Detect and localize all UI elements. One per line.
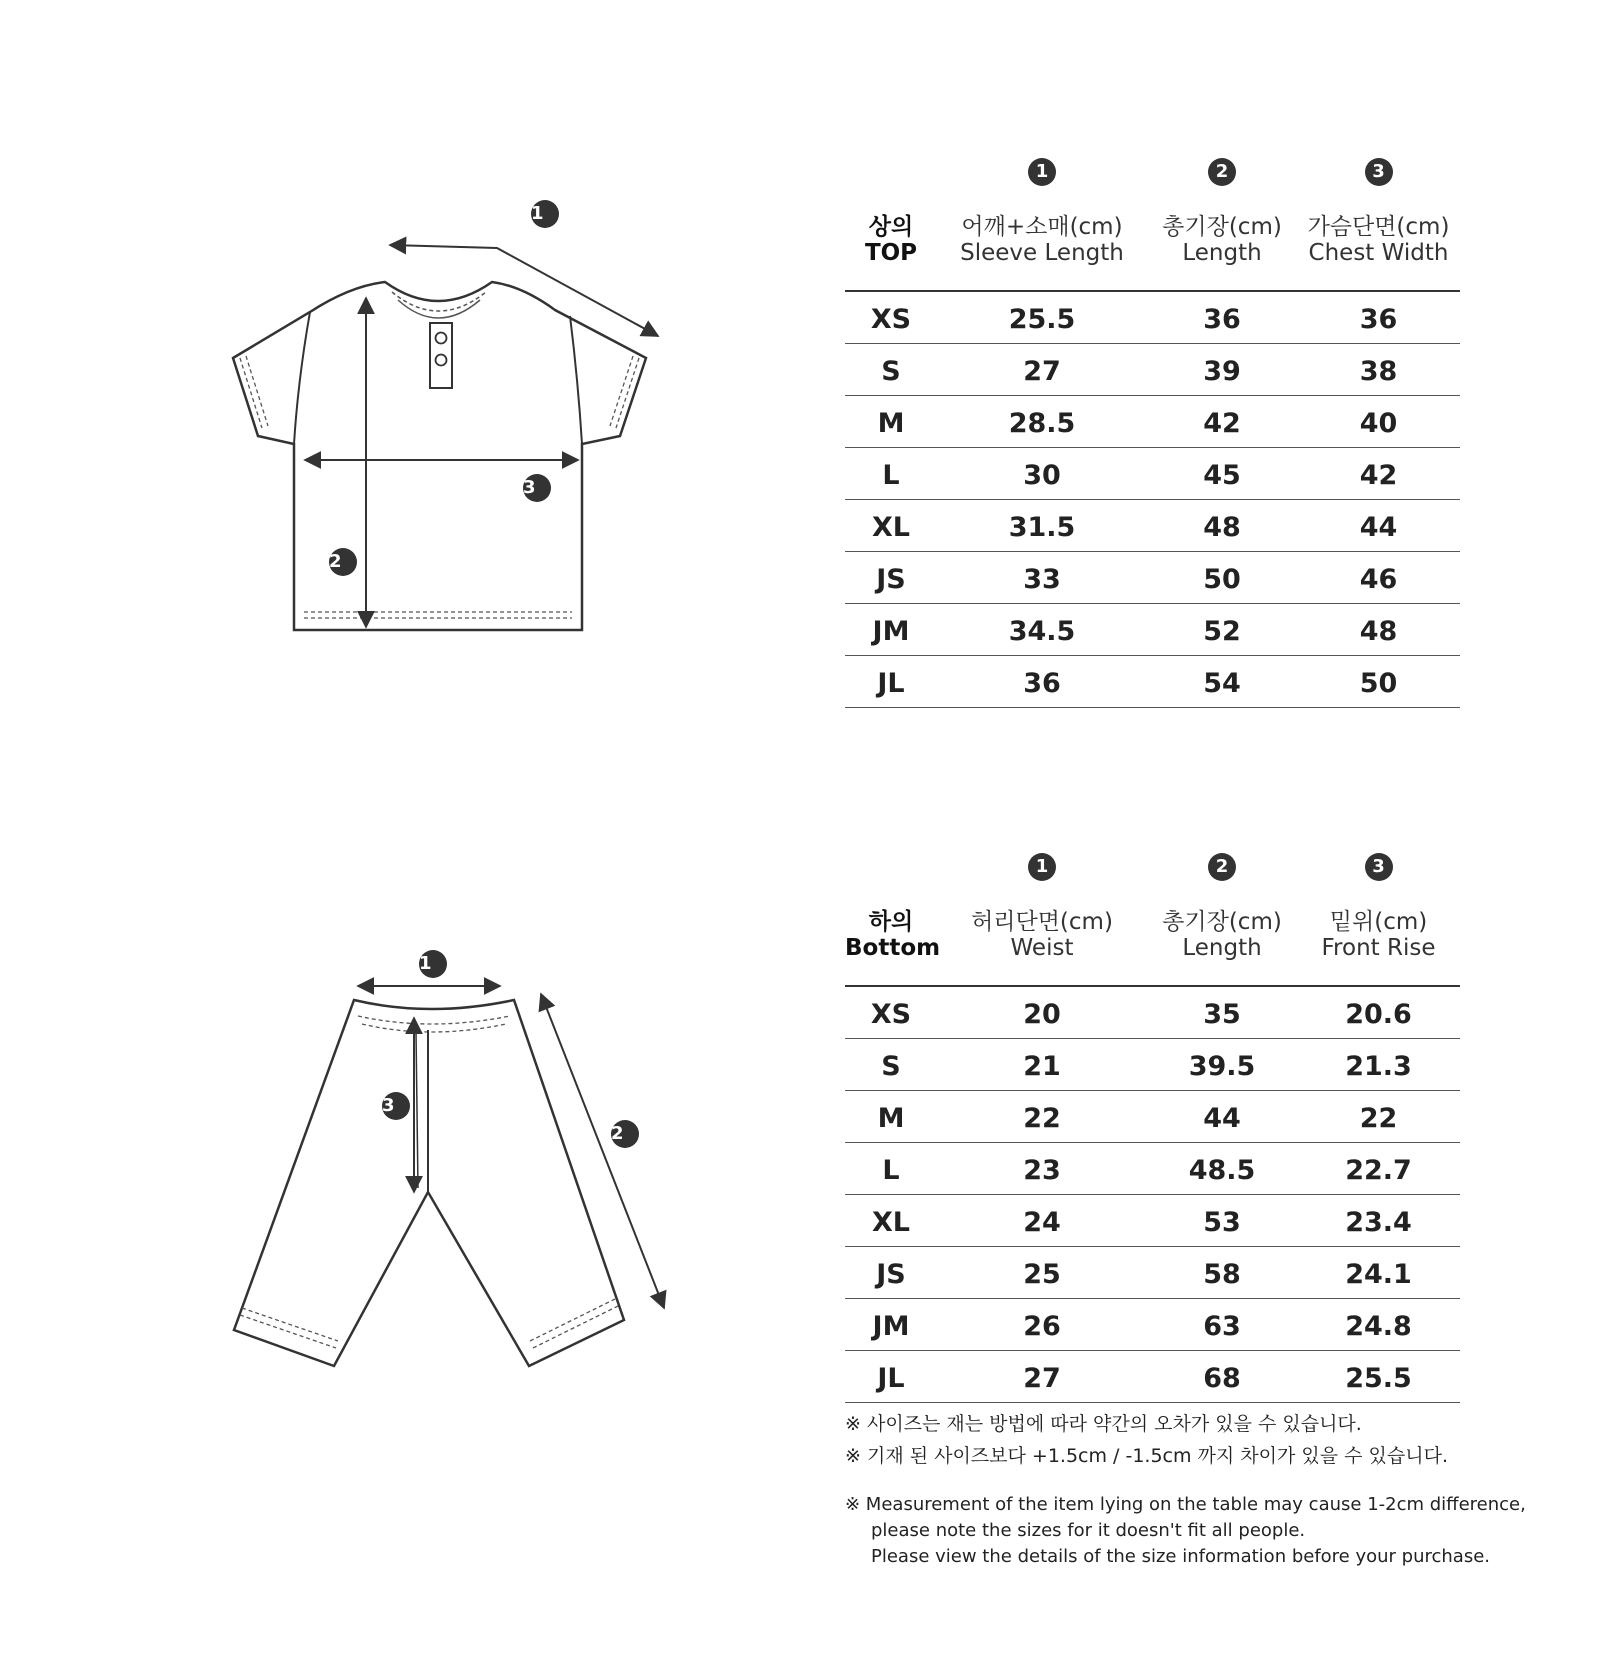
column-number: 3 xyxy=(1365,853,1393,881)
measurement-3: 44 xyxy=(1359,512,1398,543)
marker-3: 3 xyxy=(382,1092,410,1120)
table-header xyxy=(845,845,1460,985)
column-header-en: Length xyxy=(1182,935,1262,961)
size-label: M xyxy=(877,408,905,439)
measurement-3: 42 xyxy=(1359,460,1398,491)
table-row xyxy=(845,344,1460,396)
size-label: XS xyxy=(870,999,912,1030)
measurement-1: 26 xyxy=(1023,1311,1061,1342)
measurement-2: 54 xyxy=(1203,668,1241,699)
column-header-ko: 밑위(cm) xyxy=(1329,909,1428,935)
measurement-2: 52 xyxy=(1203,616,1241,647)
measurement-2: 50 xyxy=(1203,564,1241,595)
measurement-2: 36 xyxy=(1203,304,1241,335)
size-notes xyxy=(845,1408,1565,1570)
table-row xyxy=(845,604,1460,656)
size-label: JM xyxy=(872,1311,910,1342)
measurement-2: 39.5 xyxy=(1188,1051,1256,1082)
measurement-2: 68 xyxy=(1203,1363,1241,1394)
size-label: M xyxy=(877,1103,905,1134)
table-body xyxy=(845,987,1460,1403)
table-row xyxy=(845,1091,1460,1143)
table-row xyxy=(845,1247,1460,1299)
category-ko: 하의 xyxy=(868,909,914,935)
note-en-2: please note the sizes for it doesn't fit all people. xyxy=(871,1520,1306,1541)
measurement-1: 27 xyxy=(1023,356,1061,387)
column-header-en: Length xyxy=(1182,240,1262,266)
table-row xyxy=(845,1299,1460,1351)
measurement-2: 39 xyxy=(1203,356,1241,387)
measurement-1: 20 xyxy=(1023,999,1061,1030)
column-number: 3 xyxy=(1365,158,1393,186)
measurement-3: 22.7 xyxy=(1345,1155,1412,1186)
size-label: XS xyxy=(870,304,912,335)
top-size-table xyxy=(845,150,1460,708)
measurement-1: 21 xyxy=(1023,1051,1061,1082)
measurement-3: 48 xyxy=(1359,616,1398,647)
table-row xyxy=(845,1039,1460,1091)
column-header-en: Sleeve Length xyxy=(960,240,1124,266)
note-en-3: Please view the details of the size information before your purchase. xyxy=(871,1546,1491,1567)
measurement-3: 50 xyxy=(1359,668,1398,699)
measurement-3: 25.5 xyxy=(1345,1363,1412,1394)
size-label: XL xyxy=(871,1207,911,1238)
measurement-3: 24.1 xyxy=(1345,1259,1412,1290)
measurement-1: 24 xyxy=(1023,1207,1061,1238)
column-header-ko: 가슴단면(cm) xyxy=(1307,214,1450,240)
column-header-en: Front Rise xyxy=(1321,935,1436,961)
note-ko-1: ※ 사이즈는 재는 방법에 따라 약간의 오차가 있을 수 있습니다. xyxy=(845,1413,1362,1435)
table-row xyxy=(845,448,1460,500)
measurement-3: 38 xyxy=(1359,356,1398,387)
size-label: XL xyxy=(871,512,911,543)
measurement-3: 22 xyxy=(1359,1103,1398,1134)
column-number: 2 xyxy=(1208,853,1236,881)
measurement-2: 58 xyxy=(1203,1259,1241,1290)
table-row xyxy=(845,396,1460,448)
measurement-2: 48 xyxy=(1203,512,1241,543)
marker-3: 3 xyxy=(523,474,551,502)
top-garment-diagram xyxy=(0,150,780,670)
column-header-ko: 총기장(cm) xyxy=(1162,909,1282,935)
column-header-ko: 어깨+소매(cm) xyxy=(961,214,1123,240)
table-body xyxy=(845,292,1460,708)
table-row xyxy=(845,500,1460,552)
table-row xyxy=(845,656,1460,708)
category-ko: 상의 xyxy=(868,214,914,240)
note-en xyxy=(845,1492,1565,1570)
column-header-ko: 총기장(cm) xyxy=(1162,214,1282,240)
size-label: S xyxy=(881,356,901,387)
measurement-1: 27 xyxy=(1023,1363,1061,1394)
table-row xyxy=(845,1351,1460,1403)
note-en-1: ※ Measurement of the item lying on the table may cause 1-2cm difference, xyxy=(845,1494,1526,1515)
measurement-3: 46 xyxy=(1359,564,1398,595)
marker-2: 2 xyxy=(611,1120,639,1148)
pants-illustration xyxy=(0,930,780,1380)
table-row xyxy=(845,1195,1460,1247)
measurement-1: 34.5 xyxy=(1008,616,1076,647)
measurement-1: 23 xyxy=(1023,1155,1061,1186)
category-en: Bottom xyxy=(845,935,941,961)
tshirt-outline xyxy=(233,282,646,630)
marker-1: 1 xyxy=(531,200,559,228)
measurement-1: 28.5 xyxy=(1008,408,1076,439)
tshirt-illustration xyxy=(0,150,780,670)
measurement-1: 25.5 xyxy=(1008,304,1076,335)
size-label: S xyxy=(881,1051,901,1082)
table-row xyxy=(845,987,1460,1039)
column-number: 1 xyxy=(1028,158,1056,186)
measurement-2: 63 xyxy=(1203,1311,1241,1342)
button-detail xyxy=(436,355,447,366)
size-label: L xyxy=(882,460,900,491)
button-detail xyxy=(436,333,447,344)
marker-2: 2 xyxy=(329,548,357,576)
measurement-3: 20.6 xyxy=(1345,999,1412,1030)
measurement-2: 44 xyxy=(1203,1103,1241,1134)
size-label: JL xyxy=(877,1363,905,1394)
size-label: JM xyxy=(872,616,910,647)
table-header xyxy=(845,150,1460,290)
measurement-2: 53 xyxy=(1203,1207,1241,1238)
measurement-3: 40 xyxy=(1359,408,1398,439)
measurement-2: 42 xyxy=(1203,408,1241,439)
marker-1: 1 xyxy=(419,950,447,978)
size-label: JL xyxy=(877,668,905,699)
note-ko-2: ※ 기재 된 사이즈보다 +1.5cm / -1.5cm 까지 차이가 있을 수 있습니다. xyxy=(845,1445,1448,1467)
bottom-garment-diagram xyxy=(0,930,780,1380)
measurement-2: 48.5 xyxy=(1188,1155,1256,1186)
measurement-2: 45 xyxy=(1203,460,1241,491)
bottom-size-table xyxy=(845,845,1460,1403)
column-header-en: Weist xyxy=(1010,935,1074,961)
column-header-ko: 허리단면(cm) xyxy=(971,909,1113,935)
measurement-2: 35 xyxy=(1203,999,1241,1030)
measurement-3: 36 xyxy=(1359,304,1398,335)
column-number: 2 xyxy=(1208,158,1236,186)
column-header-en: Chest Width xyxy=(1308,240,1449,266)
measurement-3: 24.8 xyxy=(1345,1311,1412,1342)
measurement-1: 31.5 xyxy=(1008,512,1076,543)
measurement-3: 21.3 xyxy=(1345,1051,1412,1082)
size-label: JS xyxy=(876,1259,906,1290)
category-en: TOP xyxy=(864,240,918,266)
table-row xyxy=(845,1143,1460,1195)
measurement-1: 36 xyxy=(1023,668,1061,699)
measurement-1: 33 xyxy=(1023,564,1061,595)
column-number: 1 xyxy=(1028,853,1056,881)
size-label: L xyxy=(882,1155,900,1186)
measurement-1: 22 xyxy=(1023,1103,1061,1134)
measurement-1: 25 xyxy=(1023,1259,1061,1290)
table-row xyxy=(845,552,1460,604)
size-label: JS xyxy=(876,564,906,595)
table-row xyxy=(845,292,1460,344)
measurement-3: 23.4 xyxy=(1345,1207,1412,1238)
measurement-1: 30 xyxy=(1023,460,1061,491)
